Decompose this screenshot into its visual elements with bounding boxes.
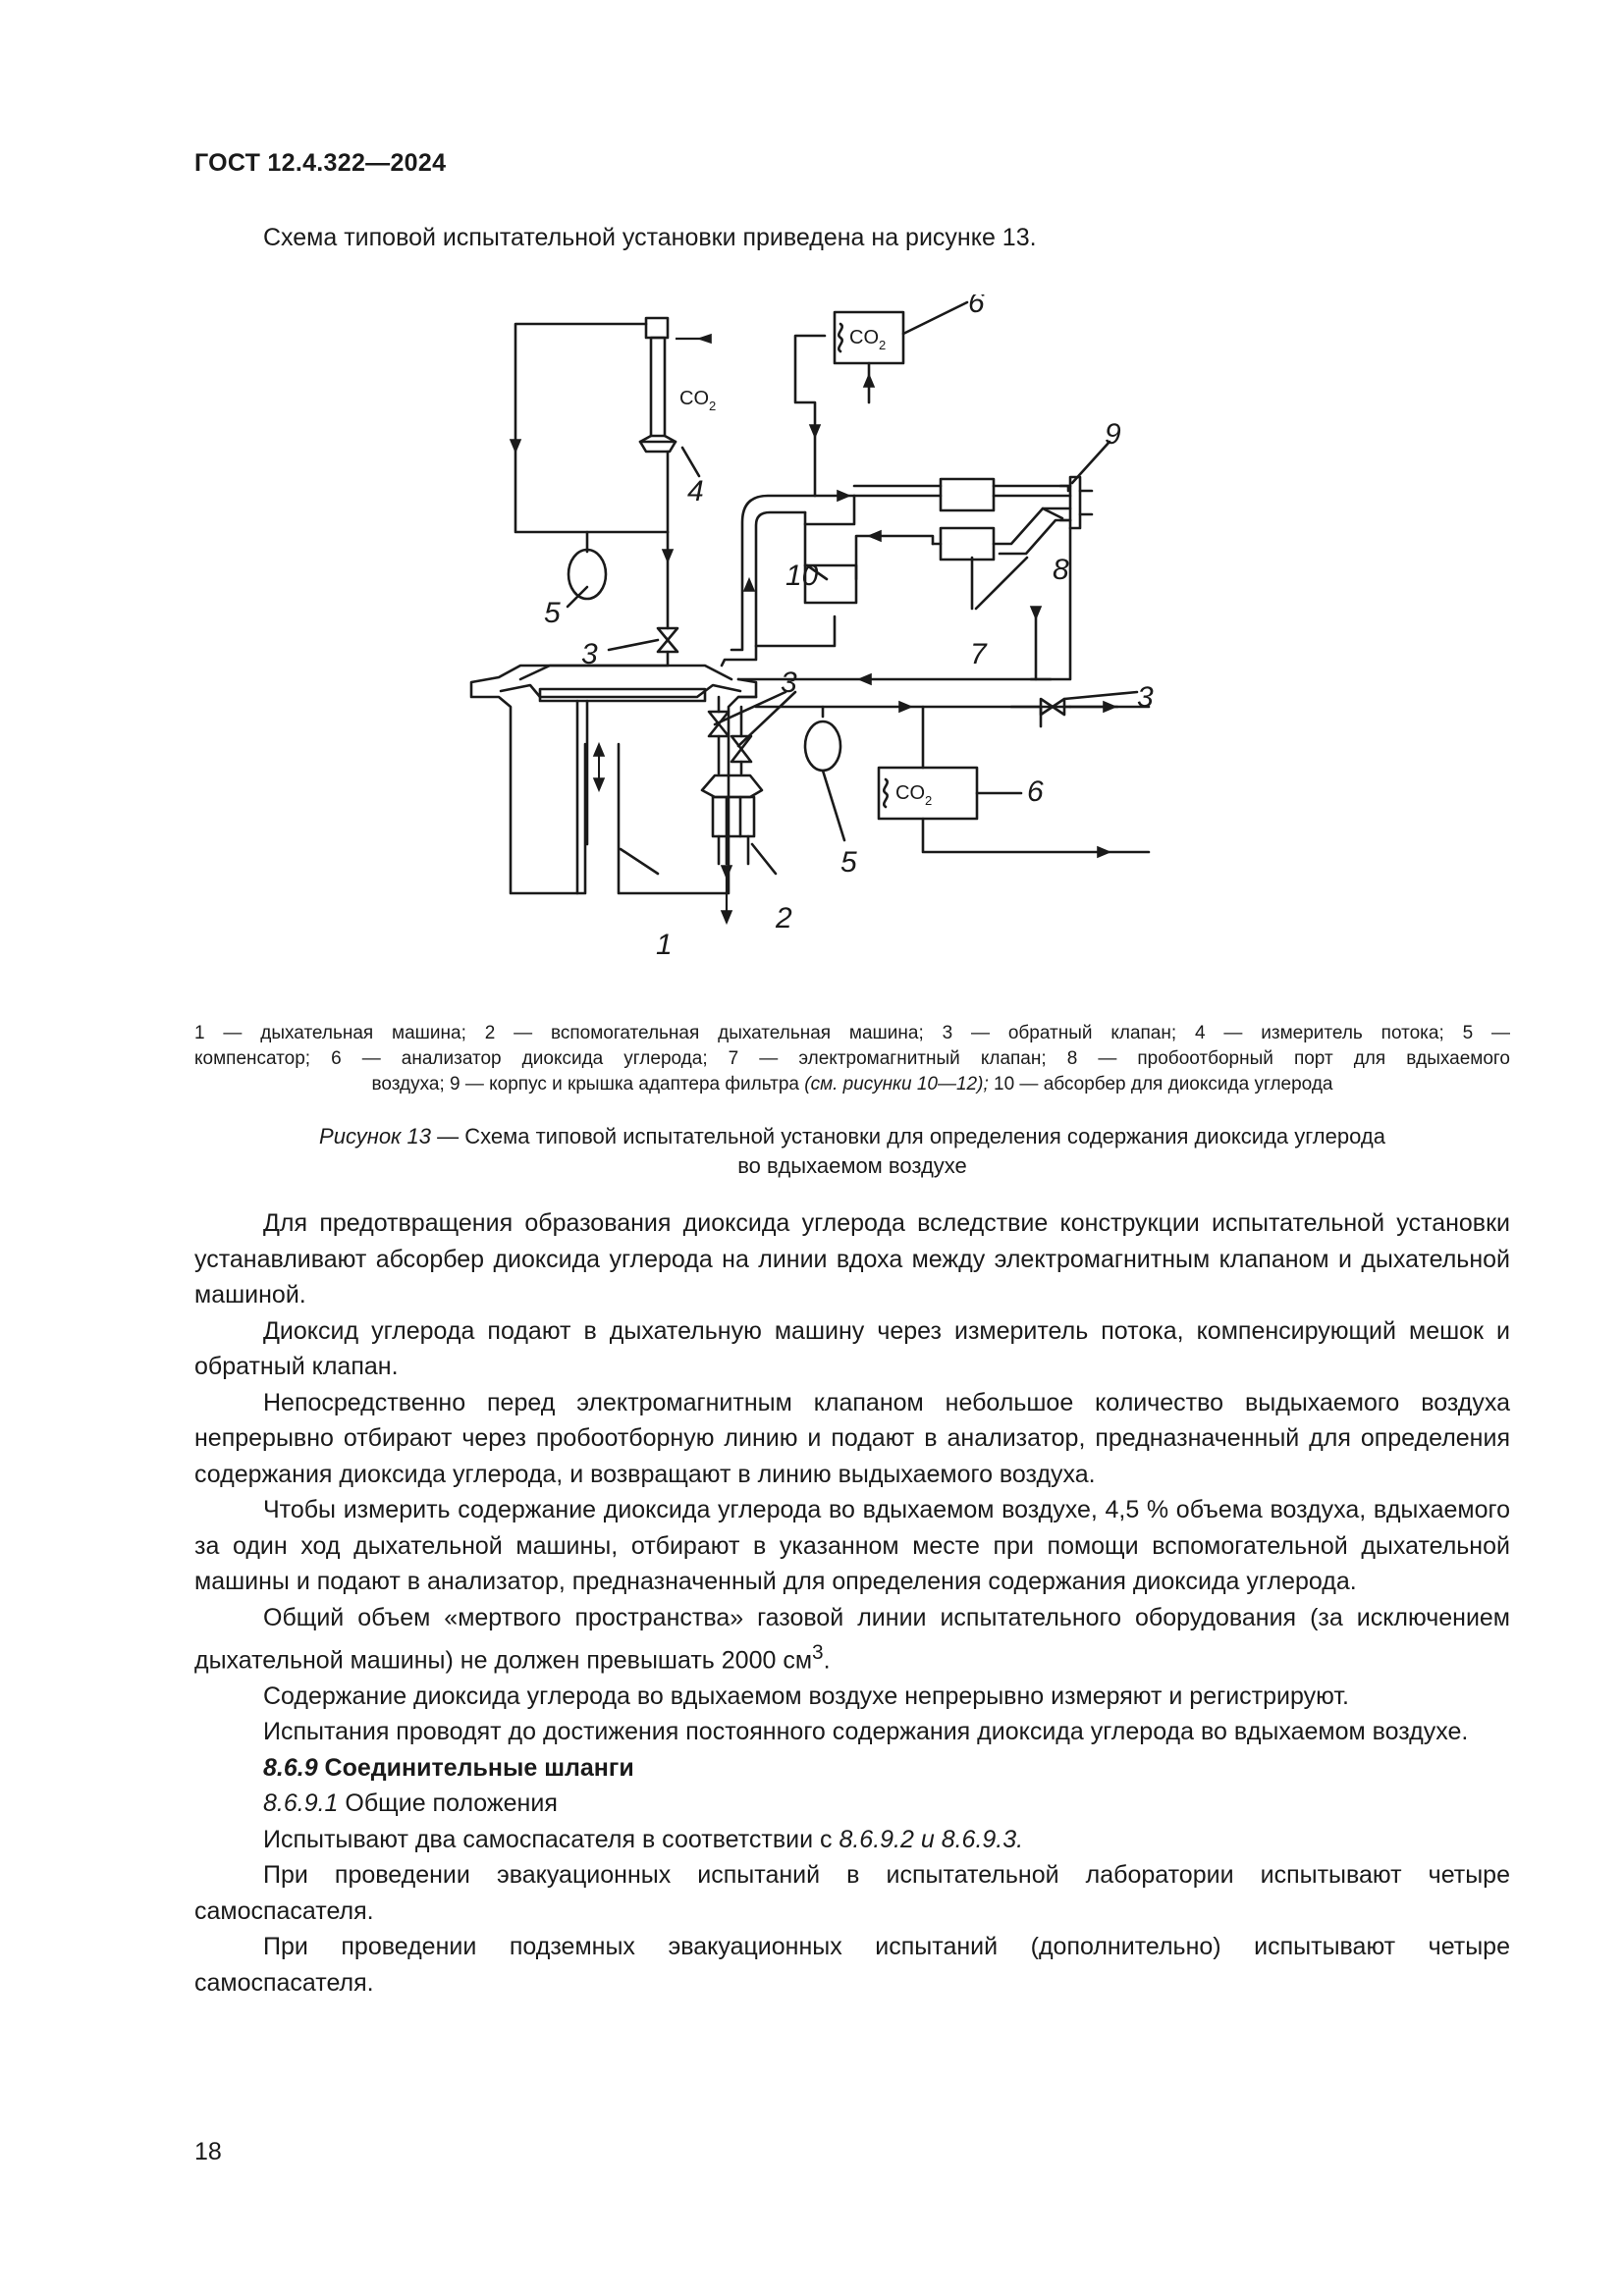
label-3-right: 3 [1137, 681, 1154, 714]
legend-line-3: воздуха; 9 — корпус и крышка адаптера фильтра (см. рисунки 10—12); 10 — абсорбер для диоксида углерода [371, 1074, 1333, 1095]
analyzer-loop [795, 336, 825, 496]
body-text [194, 1205, 1510, 2001]
analyzer-top-label: $CO_2$ [849, 327, 887, 352]
paragraph: Диоксид углерода подают в дыхательную машину через измеритель потока, компенсирующий мешок и обратный клапан. [194, 1316, 1510, 1380]
solenoid-valve-7a [941, 479, 994, 510]
co2-feed-line [515, 324, 668, 532]
compensator-bag-right [805, 721, 840, 771]
paragraph: При проведении подземных эвакуационных испытаний (дополнительно) испытывают четыре самоспасателя. [194, 1933, 1510, 1997]
solenoid-valve-7b [941, 528, 994, 560]
caption-label: Рисунок 13 [319, 1124, 432, 1148]
test-setup-schematic [461, 294, 1227, 982]
check-valve-1 [658, 628, 677, 652]
paragraph: Для предотвращения образования диоксида углерода вследствие конструкции испытательной установки устанавливают абсорбер диоксида углерода на линии вдоха между электромагнитным клапаном и дыхательной машиной. [194, 1209, 1510, 1308]
label-2: 2 [776, 902, 792, 934]
paragraph: Непосредственно перед электромагнитным клапаном небольшое количество выдыхаемого воздуха непрерывно отбирают через пробоотборную линию и подают в анализатор, предназначенный для определения содержания диоксида углерода, и возвращают в линию выдыхаемого воздуха. [194, 1388, 1510, 1488]
piston-plate [540, 689, 705, 701]
flow-meter-top [646, 318, 668, 338]
label-4: 4 [687, 475, 704, 507]
document-header: ГОСТ 12.4.322—2024 [194, 149, 447, 177]
flow-meter-tube [651, 338, 665, 436]
filter-adapter-9 [1070, 477, 1080, 528]
paragraph: Чтобы измерить содержание диоксида углерода во вдыхаемом воздухе, 4,5 % объема воздуха, вдыхаемого за один ход дыхательной машины, отбирают в указанном месте при помощи вспомогательной дыхательной машины и подают в анализатор, предназначенный для определения содержания диоксида углерода. [194, 1496, 1510, 1595]
figure-13-diagram [461, 294, 1227, 982]
paragraph: Общий объем «мертвого пространства» газовой линии испытательного оборудования (за исключением дыхательной машины) не должен превышать 2000 $см^3$. [194, 1603, 1510, 1675]
paragraph: Испытания проводят до достижения постоянного содержания диоксида углерода во вдыхаемом воздухе. [263, 1718, 1469, 1746]
paragraph: Испытывают два самоспасателя в соответствии с 8.6.9.2 и 8.6.9.3. [263, 1825, 1024, 1853]
label-9: 9 [1105, 418, 1121, 451]
label-6-bottom: 6 [1027, 775, 1044, 808]
inhale-line [756, 707, 1041, 726]
flow-meter-base [640, 442, 676, 452]
check-valve-5 [731, 736, 751, 762]
compensator-bag-left [568, 550, 606, 599]
section-heading: 8.6.9 Соединительные шланги [263, 1753, 634, 1782]
inlet-line-10 [722, 616, 835, 666]
legend-line-2: компенсатор; 6 — анализатор диоксида углерода; 7 — электромагнитный клапан; 8 — пробоотборный порт для вдыхаемого [194, 1048, 1510, 1069]
intro-paragraph: Схема типовой испытательной установки приведена на рисунке 13. [263, 224, 1037, 251]
co2-inlet-label: $CO_2$ [679, 388, 717, 413]
auxiliary-machine-2 [702, 775, 762, 797]
paragraph: Содержание диоксида углерода во вдыхаемом воздухе непрерывно измеряют и регистрируют. [263, 1682, 1349, 1710]
label-1: 1 [656, 929, 673, 961]
label-3-middle: 3 [781, 667, 797, 699]
label-5-right: 5 [840, 846, 857, 879]
label-7: 7 [970, 638, 987, 670]
page-number: 18 [194, 2138, 222, 2165]
figure-legend [194, 1021, 1510, 1097]
subsection-heading: 8.6.9.1 Общие положения [263, 1789, 558, 1818]
label-5-left: 5 [544, 597, 561, 629]
label-8: 8 [1053, 554, 1069, 586]
figure-caption: Рисунок 13 — Схема типовой испытательной установки для определения содержания диоксида углерода во вдыхаемом воздухе [319, 1124, 1385, 1178]
label-6-top: 6 [968, 294, 985, 319]
label-3-left: 3 [581, 638, 598, 670]
outlet-line-bottom [923, 819, 1149, 852]
paragraph: При проведении эвакуационных испытаний в испытательной лаборатории испытывают четыре самоспасателя. [194, 1861, 1510, 1925]
label-10: 10 [785, 560, 819, 592]
analyzer-bottom-label: $CO_2$ [895, 782, 933, 808]
legend-line-1: 1 — дыхательная машина; 2 — вспомогательная дыхательная машина; 3 — обратный клапан; 4 — измеритель потока; 5 — [194, 1023, 1510, 1043]
